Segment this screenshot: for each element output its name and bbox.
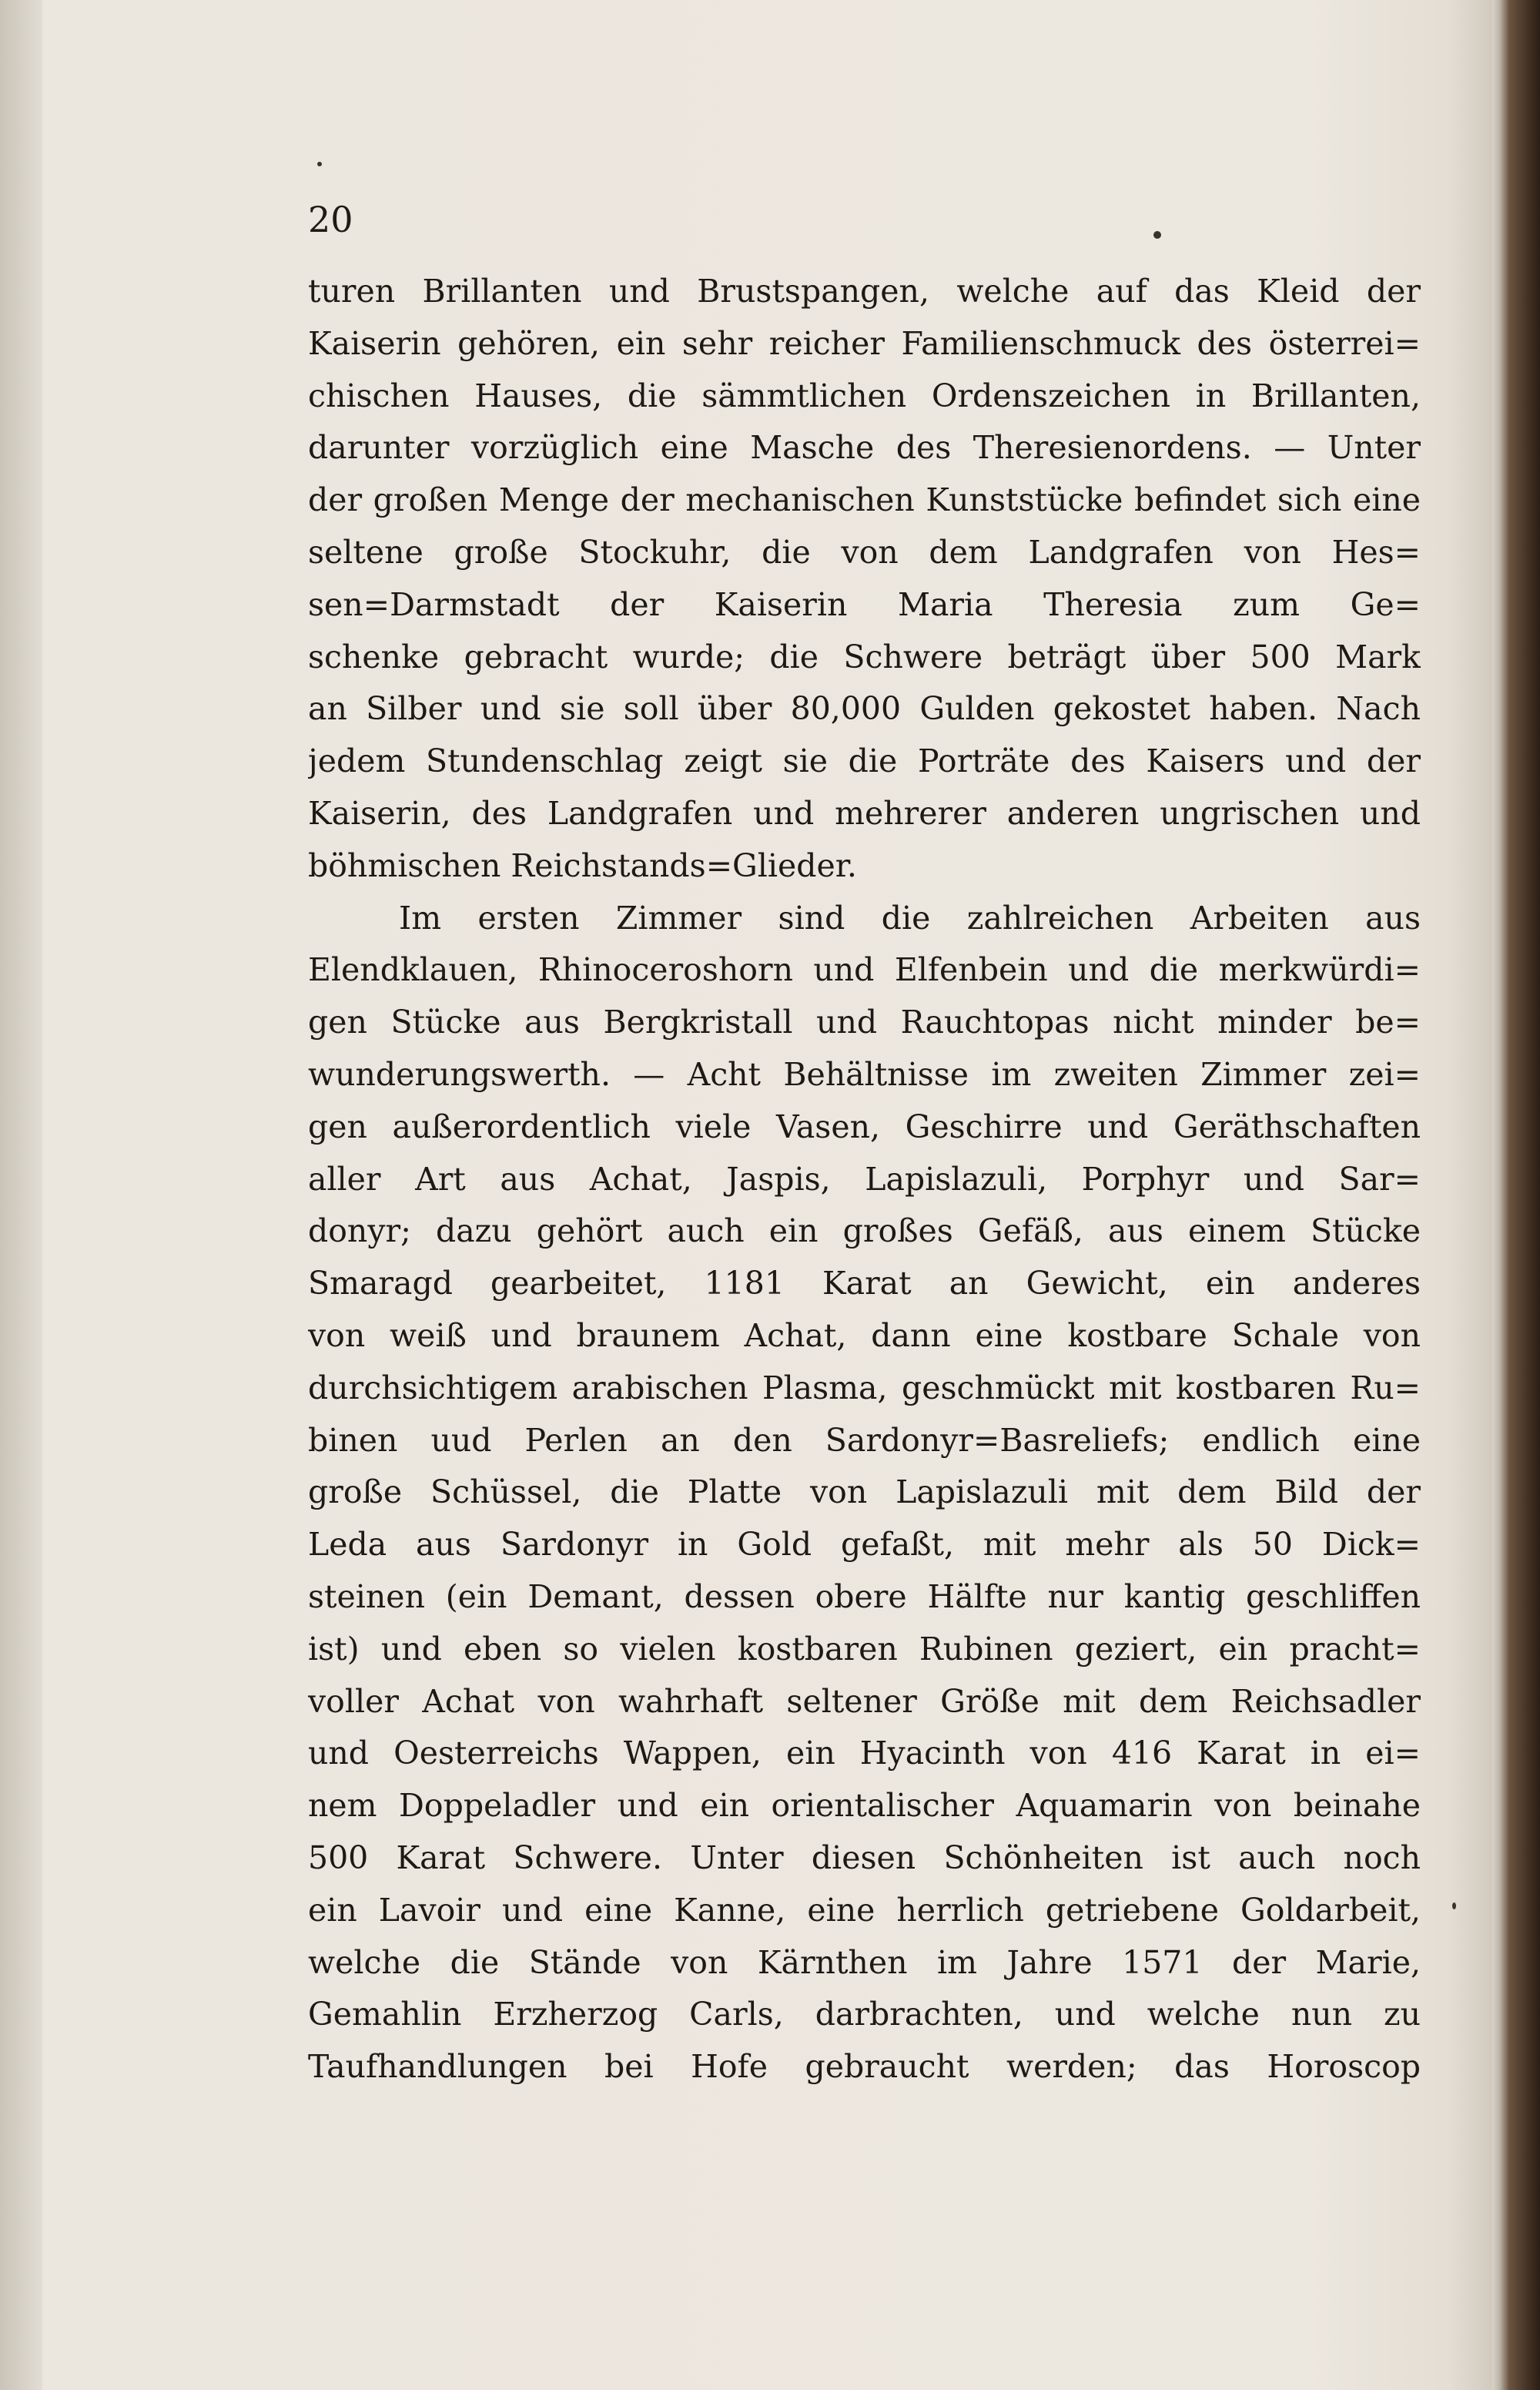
text-line: steinen (ein Demant, dessen obere Hälfte nur kantig geschliffen xyxy=(308,1577,1421,1615)
text-line: ein Lavoir und eine Kanne, eine herrlich getriebene Goldarbeit, xyxy=(308,1891,1421,1929)
text-line: voller Achat von wahrhaft seltener Größe mit dem Reichsadler xyxy=(308,1682,1421,1720)
text-line: Gemahlin Erzherzog Carls, darbrachten, und welche nun zu xyxy=(308,1996,1421,2033)
text-line: große Schüssel, die Platte von Lapislazuli mit dem Bild der xyxy=(308,1473,1421,1511)
text-line: chischen Hauses, die sämmtlichen Ordenszeichen in Brillanten, xyxy=(308,377,1421,414)
text-line: nem Doppeladler und ein orientalischer Aquamarin von beinahe xyxy=(308,1787,1421,1825)
text-line: von weiß und braunem Achat, dann eine kostbare Schale von xyxy=(308,1316,1421,1354)
left-margin-shadow xyxy=(0,0,42,2390)
text-line: wunderungswerth. — Acht Behältnisse im zweiten Zimmer zei= xyxy=(308,1055,1421,1093)
text-line: aller Art aus Achat, Jaspis, Lapislazuli, Porphyr und Sar= xyxy=(308,1160,1421,1198)
paragraph-start-line: Im ersten Zimmer sind die zahlreichen Arbeiten aus xyxy=(399,899,1421,937)
ink-speck xyxy=(317,162,322,166)
text-line: durchsichtigem arabischen Plasma, geschmückt mit kostbaren Ru= xyxy=(308,1369,1421,1406)
text-line: Elendklauen, Rhinoceroshorn und Elfenbein und die merkwürdi= xyxy=(308,951,1421,989)
text-line: schenke gebracht wurde; die Schwere beträgt über 500 Mark xyxy=(308,638,1421,675)
text-line: an Silber und sie soll über 80,000 Gulden gekostet haben. Nach xyxy=(308,690,1421,728)
text-line: welche die Stände von Kärnthen im Jahre 1571 der Marie, xyxy=(308,1943,1421,1981)
text-line: Taufhandlungen bei Hofe gebraucht werden; das Horoscop xyxy=(308,2048,1421,2086)
ink-speck xyxy=(1153,231,1161,239)
page-edge-shadow xyxy=(1492,0,1500,2390)
body-text xyxy=(308,266,1421,2093)
text-line: und Oesterreichs Wappen, ein Hyacinth von 416 Karat in ei= xyxy=(308,1735,1421,1772)
text-line: Kaiserin, des Landgrafen und mehrerer anderen ungrischen und xyxy=(308,794,1421,832)
text-line: gen außerordentlich viele Vasen, Geschirre und Geräthschaften xyxy=(308,1108,1421,1145)
text-line: Leda aus Sardonyr in Gold gefaßt, mit mehr als 50 Dick= xyxy=(308,1526,1421,1564)
text-line: gen Stücke aus Bergkristall und Rauchtopas nicht minder be= xyxy=(308,1004,1421,1041)
text-line: darunter vorzüglich eine Masche des Theresienordens. — Unter xyxy=(308,429,1421,467)
text-line: der großen Menge der mechanischen Kunststücke befindet sich eine xyxy=(308,481,1421,519)
text-line: Kaiserin gehören, ein sehr reicher Familienschmuck des österrei= xyxy=(308,324,1421,362)
text-line: binen uud Perlen an den Sardonyr=Basreliefs; endlich eine xyxy=(308,1421,1421,1459)
text-line: turen Brillanten und Brustspangen, welche auf das Kleid der xyxy=(308,273,1421,310)
text-line: Smaragd gearbeitet, 1181 Karat an Gewicht, ein anderes xyxy=(308,1265,1421,1302)
text-line: 500 Karat Schwere. Unter diesen Schönheiten ist auch noch xyxy=(308,1839,1421,1876)
text-line: ist) und eben so vielen kostbaren Rubinen geziert, ein pracht= xyxy=(308,1630,1421,1668)
page-number: 20 xyxy=(308,199,353,240)
text-line: sen=Darmstadt der Kaiserin Maria Theresia zum Ge= xyxy=(308,585,1421,623)
text-line: donyr; dazu gehört auch ein großes Gefäß, aus einem Stücke xyxy=(308,1212,1421,1250)
text-line: jedem Stundenschlag zeigt sie die Porträte des Kaisers und der xyxy=(308,742,1421,780)
text-line: seltene große Stockuhr, die von dem Landgrafen von Hes= xyxy=(308,533,1421,571)
ink-speck xyxy=(1452,1902,1456,1909)
paragraph-end-line: böhmischen Reichstands=Glieder. xyxy=(308,846,857,884)
